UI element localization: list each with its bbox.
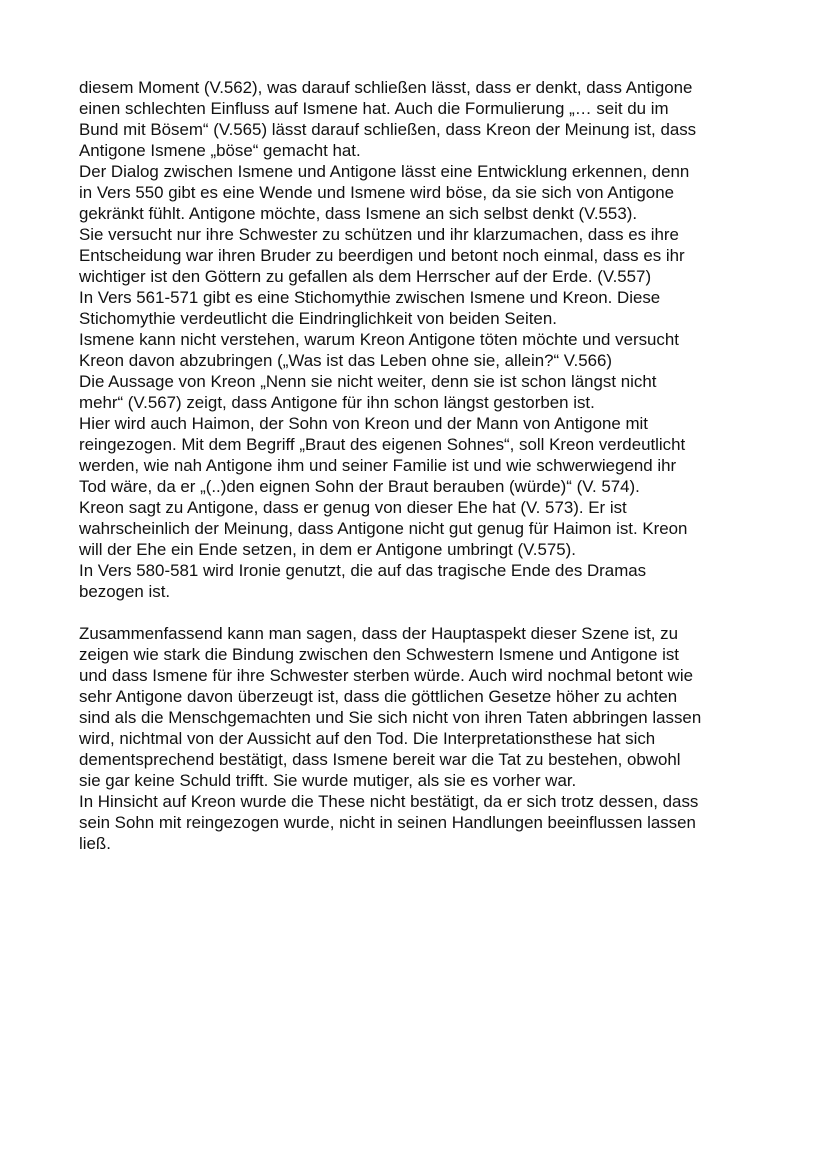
text-line: in Vers 550 gibt es eine Wende und Ismene wird böse, da sie sich von Antigone bbox=[79, 183, 674, 202]
conclusion-section bbox=[79, 623, 759, 854]
document-page bbox=[79, 77, 759, 854]
text-line: wichtiger ist den Göttern zu gefallen als dem Herrscher auf der Erde. (V.557) bbox=[79, 267, 652, 286]
text-line: wird, nichtmal von der Aussicht auf den Tod. Die Interpretationsthese hat sich bbox=[79, 729, 656, 748]
text-line: mehr“ (V.567) zeigt, dass Antigone für ihn schon längst gestorben ist. bbox=[79, 393, 595, 412]
text-line: sein Sohn mit reingezogen wurde, nicht in seinen Handlungen beeinflussen lassen bbox=[79, 813, 696, 832]
text-line: einen schlechten Einfluss auf Ismene hat. Auch die Formulierung „… seit du im bbox=[79, 99, 669, 118]
text-line: Zusammenfassend kann man sagen, dass der Hauptaspekt dieser Szene ist, zu bbox=[79, 624, 679, 643]
text-line: will der Ehe ein Ende setzen, in dem er Antigone umbringt (V.575). bbox=[79, 540, 577, 559]
text-line: Hier wird auch Haimon, der Sohn von Kreon und der Mann von Antigone mit bbox=[79, 414, 648, 433]
text-line: Der Dialog zwischen Ismene und Antigone lässt eine Entwicklung erkennen, denn bbox=[79, 162, 690, 181]
text-line: Antigone Ismene „böse“ gemacht hat. bbox=[79, 141, 361, 160]
text-line: zeigen wie stark die Bindung zwischen den Schwestern Ismene und Antigone ist bbox=[79, 645, 679, 664]
text-line: Entscheidung war ihren Bruder zu beerdigen und betont noch einmal, dass es ihr bbox=[79, 246, 685, 265]
analysis-section bbox=[79, 77, 759, 602]
text-line: ließ. bbox=[79, 834, 111, 853]
paragraph-gap bbox=[79, 602, 759, 623]
text-line: werden, wie nah Antigone ihm und seiner Familie ist und wie schwerwiegend ihr bbox=[79, 456, 677, 475]
text-line: Bund mit Bösem“ (V.565) lässt darauf schließen, dass Kreon der Meinung ist, dass bbox=[79, 120, 697, 139]
text-line: sind als die Menschgemachten und Sie sich nicht von ihren Taten abbringen lassen bbox=[79, 708, 702, 727]
text-line: sehr Antigone davon überzeugt ist, dass die göttlichen Gesetze höher zu achten bbox=[79, 687, 678, 706]
text-line: Kreon sagt zu Antigone, dass er genug von dieser Ehe hat (V. 573). Er ist bbox=[79, 498, 627, 517]
text-line: wahrscheinlich der Meinung, dass Antigone nicht gut genug für Haimon ist. Kreon bbox=[79, 519, 688, 538]
text-line: Stichomythie verdeutlicht die Eindringlichkeit von beiden Seiten. bbox=[79, 309, 557, 328]
text-line: In Vers 561-571 gibt es eine Stichomythie zwischen Ismene und Kreon. Diese bbox=[79, 288, 661, 307]
text-line: diesem Moment (V.562), was darauf schließen lässt, dass er denkt, dass Antigone bbox=[79, 78, 693, 97]
text-line: gekränkt fühlt. Antigone möchte, dass Ismene an sich selbst denkt (V.553). bbox=[79, 204, 638, 223]
text-line: reingezogen. Mit dem Begriff „Braut des eigenen Sohnes“, soll Kreon verdeutlicht bbox=[79, 435, 686, 454]
text-line: sie gar keine Schuld trifft. Sie wurde mutiger, als sie es vorher war. bbox=[79, 771, 577, 790]
text-line: Kreon davon abzubringen („Was ist das Leben ohne sie, allein?“ V.566) bbox=[79, 351, 613, 370]
text-line: und dass Ismene für ihre Schwester sterben würde. Auch wird nochmal betont wie bbox=[79, 666, 694, 685]
text-line: bezogen ist. bbox=[79, 582, 171, 601]
text-line: Sie versucht nur ihre Schwester zu schützen und ihr klarzumachen, dass es ihre bbox=[79, 225, 679, 244]
text-line: Ismene kann nicht verstehen, warum Kreon Antigone töten möchte und versucht bbox=[79, 330, 679, 349]
text-line: Tod wäre, da er „(..)den eignen Sohn der Braut berauben (würde)“ (V. 574). bbox=[79, 477, 640, 496]
text-line: In Hinsicht auf Kreon wurde die These nicht bestätigt, da er sich trotz dessen, dass bbox=[79, 792, 699, 811]
text-line: Die Aussage von Kreon „Nenn sie nicht weiter, denn sie ist schon längst nicht bbox=[79, 372, 657, 391]
text-line: dementsprechend bestätigt, dass Ismene bereit war die Tat zu bestehen, obwohl bbox=[79, 750, 681, 769]
text-line: In Vers 580-581 wird Ironie genutzt, die auf das tragische Ende des Dramas bbox=[79, 561, 647, 580]
